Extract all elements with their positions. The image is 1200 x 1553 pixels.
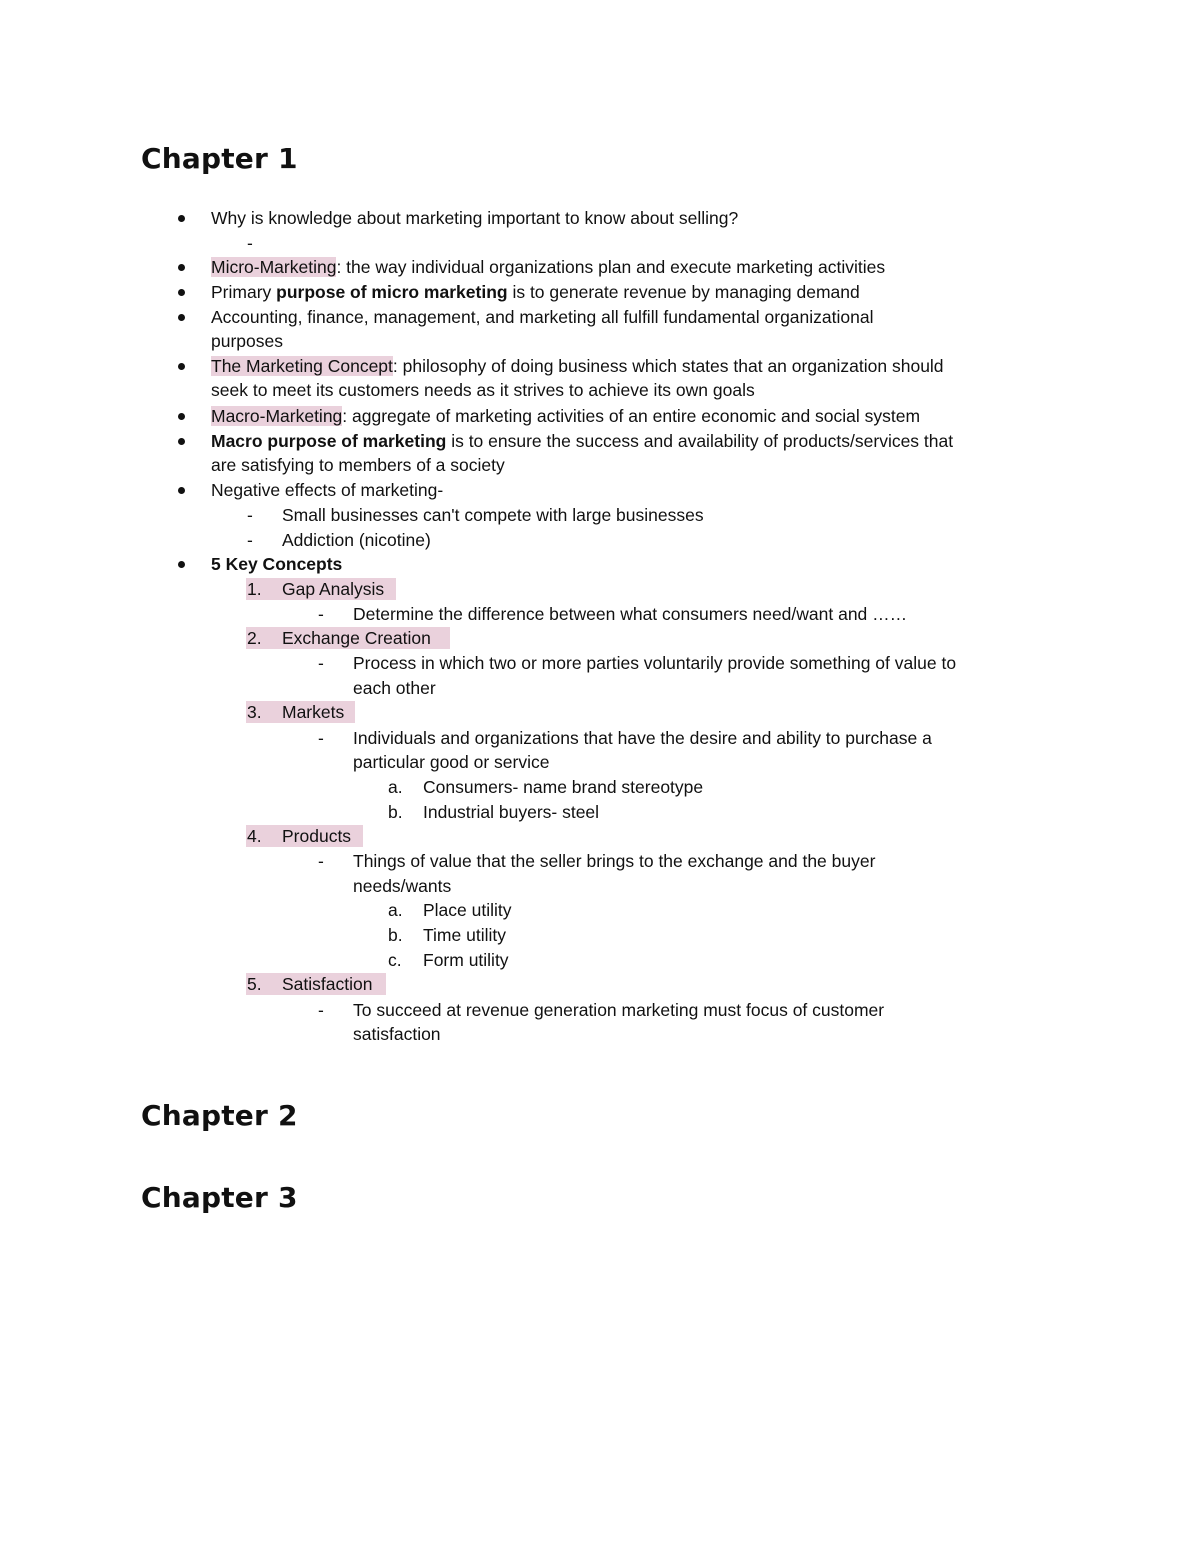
bullet-icon [178,438,185,445]
concept-number: 3. [247,702,262,722]
concept-title-satisfaction: Satisfaction [282,974,373,994]
concept-number: 5. [247,974,262,994]
concept-description: To succeed at revenue generation marketing must focus of customer [353,1000,885,1020]
bullet-marketing-concept-line1 [211,354,944,378]
macro-purpose-bold-term: Macro purpose of marketing [211,431,447,451]
bullet-icon [178,289,185,296]
negative-sub-item: Addiction (nicotine) [282,530,431,550]
concept-title-markets: Markets [282,702,345,722]
bullet-question-selling: Why is knowledge about marketing important to know about selling? [211,208,739,228]
bullet-icon [178,215,185,222]
primary-bold-term: purpose of micro marketing [276,282,508,302]
chapter-3-heading: Chapter 3 [141,1181,298,1214]
bullet-macro-purpose-line1 [211,429,953,453]
concept-description: particular good or service [353,752,550,772]
concept-description: satisfaction [353,1024,441,1044]
dash-marker: - [318,653,324,673]
dash-marker: - [247,505,253,525]
term-marketing-concept: The Marketing Concept [211,356,393,376]
bullet-primary-purpose [211,280,860,304]
marketing-concept-definition: : philosophy of doing business which states that an organization should [392,356,944,376]
bullet-icon [178,487,185,494]
concept-number: 1. [247,579,262,599]
bullet-icon [178,264,185,271]
dash-marker: - [318,851,324,871]
concept-title-gap-analysis: Gap Analysis [282,579,385,599]
sub-item: Place utility [423,900,512,920]
concept-title-products: Products [282,826,352,846]
term-micro-marketing: Micro-Marketing [211,257,337,277]
concept-description: Individuals and organizations that have the desire and ability to purchase a [353,728,932,748]
primary-suffix: is to generate revenue by managing demand [507,282,860,302]
concept-description: Determine the difference between what consumers need/want and …… [353,604,908,624]
sub-item: Consumers- name brand stereotype [423,777,704,797]
sub-letter: a. [388,900,403,920]
bullet-macro-purpose-line2: are satisfying to members of a society [211,455,505,475]
primary-prefix: Primary [211,282,277,302]
sub-letter: b. [388,925,403,945]
sub-letter: c. [388,950,402,970]
concept-title-exchange-creation: Exchange Creation [282,628,431,648]
bullet-marketing-concept-line2: seek to meet its customers needs as it strives to achieve its own goals [211,380,755,400]
bullet-key-concepts [211,552,342,576]
bullet-accounting-line2: purposes [211,331,283,351]
bullet-icon [178,314,185,321]
sub-letter: b. [388,802,403,822]
concept-description: Process in which two or more parties voluntarily provide something of value to [353,653,957,673]
dash-marker: - [318,1000,324,1020]
sub-letter: a. [388,777,403,797]
dash-marker: - [247,530,253,550]
key-concepts-title: 5 Key Concepts [211,554,343,574]
sub-item: Time utility [423,925,506,945]
bullet-macro-marketing [211,404,920,428]
sub-item: Form utility [423,950,509,970]
negative-sub-item: Small businesses can't compete with large businesses [282,505,704,525]
bullet-accounting-line1: Accounting, finance, management, and marketing all fulfill fundamental organizational [211,307,874,327]
micro-marketing-definition: : the way individual organizations plan and execute marketing activities [336,257,886,277]
macro-purpose-text: is to ensure the success and availability of products/services that [446,431,954,451]
chapter-1-heading: Chapter 1 [141,142,298,175]
dash-marker: - [318,728,324,748]
chapter-2-heading: Chapter 2 [141,1099,298,1132]
bullet-icon [178,561,185,568]
term-macro-marketing: Macro-Marketing [211,406,343,426]
bullet-negative-effects: Negative effects of marketing- [211,480,444,500]
dash-marker: - [247,233,253,253]
concept-description: each other [353,678,436,698]
bullet-icon [178,363,185,370]
concept-number: 4. [247,826,262,846]
concept-number: 2. [247,628,262,648]
sub-item: Industrial buyers- steel [423,802,600,822]
concept-description: Things of value that the seller brings to the exchange and the buyer [353,851,876,871]
concept-description: needs/wants [353,876,452,896]
macro-marketing-definition: : aggregate of marketing activities of an entire economic and social system [342,406,921,426]
bullet-icon [178,413,185,420]
bullet-micro-marketing [211,255,885,279]
dash-marker: - [318,604,324,624]
